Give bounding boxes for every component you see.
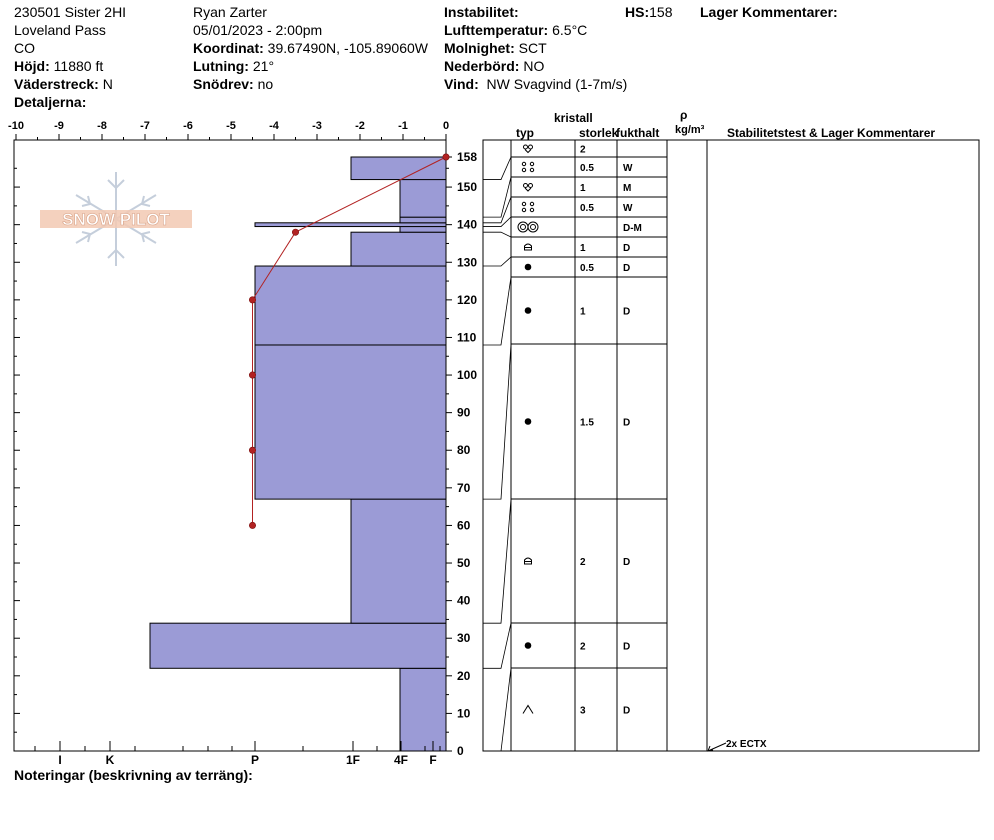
crystal-size: 0.5 (580, 163, 594, 174)
observer-name: Ryan Zarter (193, 4, 267, 20)
stability-header: Stabilitetstest & Lager Kommentarer (727, 126, 936, 140)
observation-datetime: 05/01/2023 - 2:00pm (193, 22, 323, 38)
drift-value: no (257, 76, 274, 92)
height-tick-label: 30 (457, 631, 471, 646)
rho-header: ρ (680, 108, 688, 122)
state-name: CO (14, 40, 35, 56)
crystal-moisture: D-M (623, 223, 642, 234)
melt-form-icon (518, 222, 538, 232)
hardness-tick-label: I (58, 753, 62, 767)
layer-connector (483, 344, 511, 499)
temperature-point (249, 297, 255, 303)
hardness-layer (255, 266, 446, 345)
crystal-moisture: D (623, 243, 631, 254)
crystal-moisture: D (623, 417, 631, 429)
temp-tick-label: -4 (269, 120, 279, 132)
height-tick-label: 158 (457, 150, 478, 164)
faceted-icon (524, 145, 533, 153)
layer-connector (483, 668, 511, 751)
hardness-layer (400, 668, 446, 751)
temp-tick-label: -2 (355, 120, 365, 132)
mixed-forms-icon (525, 558, 532, 564)
temp-tick-label: -3 (312, 120, 322, 132)
layer-connector (483, 197, 511, 223)
rounded-grains-icon (525, 307, 532, 314)
crystal-moisture: D (623, 641, 631, 653)
crystal-moisture: W (623, 163, 633, 174)
temp-tick-label: -1 (398, 120, 408, 132)
hardness-tick-label: K (105, 753, 115, 767)
temp-tick-label: -6 (183, 120, 193, 132)
wind-value: NW Svagvind (1-7m/s) (486, 76, 628, 92)
notes-label: Noteringar (beskrivning av terräng): (14, 767, 253, 783)
aspect-value: N (102, 76, 113, 92)
hardness-layer (400, 217, 446, 223)
height-tick-label: 140 (457, 217, 478, 232)
temp-tick-label: -9 (54, 120, 64, 132)
sky-value: SCT (518, 40, 547, 56)
hardness-layer (255, 345, 446, 499)
crystal-moisture: D (623, 557, 631, 568)
aspect-label: Väderstreck: (14, 76, 99, 92)
hardness-layer (351, 232, 446, 266)
drift-label: Snödrev: (193, 76, 254, 92)
slope-value: 21° (252, 58, 275, 74)
hardness-tick-label: F (429, 753, 437, 767)
crystal-moisture: W (623, 203, 633, 214)
rounded-grains-icon (525, 642, 532, 649)
site-name: 230501 Sister 2HI (14, 4, 127, 20)
sky-label: Molnighet: (444, 40, 515, 56)
hardness-tick-label: P (250, 753, 260, 767)
wind-label: Vind: (444, 76, 479, 92)
area-name: Loveland Pass (14, 22, 106, 38)
crystal-size: 1 (580, 306, 586, 318)
crystal-moisture: D (623, 263, 631, 274)
moisture-header: fukthalt (616, 126, 660, 140)
size-header: storlek (579, 126, 619, 140)
height-tick-label: 70 (457, 480, 471, 495)
height-tick-label: 110 (457, 330, 477, 345)
hardness-tick-label: 4F (393, 753, 409, 767)
slope-label: Lutning: (193, 58, 249, 74)
height-tick-label: 50 (457, 556, 471, 571)
crystal-header: kristall (554, 111, 593, 125)
temperature-point (249, 372, 255, 378)
hardness-layer (150, 623, 446, 668)
rounded-grains-icon (525, 264, 532, 271)
elevation-label: Höjd: (14, 58, 50, 74)
height-tick-label: 10 (457, 706, 471, 721)
hardness-layer (255, 223, 446, 227)
crystal-size: 0.5 (580, 263, 594, 274)
precip-value: NO (523, 58, 545, 74)
rounded-grains-icon (525, 418, 532, 425)
depth-hoar-icon (523, 706, 533, 714)
hs-value: 158 (649, 4, 673, 20)
mixed-forms-icon (525, 244, 532, 250)
crystal-size: 2 (580, 144, 586, 156)
crystal-size: 2 (580, 641, 586, 653)
coord-value: 39.67490N, -105.89060W (267, 40, 428, 56)
precip-label: Nederbörd: (444, 58, 520, 74)
crystal-size: 1.5 (580, 417, 594, 429)
layer-connector (483, 623, 511, 668)
hardness-layer (351, 157, 446, 180)
height-tick-label: 40 (457, 593, 471, 608)
airtemp-label: Lufttemperatur: (444, 22, 549, 38)
layer-connector (483, 157, 511, 180)
height-tick-label: 150 (457, 180, 478, 195)
layer-table-frame (483, 140, 979, 751)
height-tick-label: 60 (457, 518, 471, 533)
layer-connector (483, 232, 511, 237)
height-tick-label: 90 (457, 405, 471, 420)
crystal-size: 0.5 (580, 203, 594, 214)
hs-label: HS: (625, 4, 650, 20)
crystal-moisture: M (623, 183, 632, 194)
hardness-tick-label: 1F (345, 753, 361, 767)
layer-connector (483, 499, 511, 623)
hardness-layer (400, 227, 446, 233)
hardness-layer (400, 180, 446, 218)
height-tick-label: 0 (457, 744, 464, 758)
coord-label: Koordinat: (193, 40, 264, 56)
height-tick-label: 100 (457, 368, 478, 383)
height-tick-label: 20 (457, 668, 471, 683)
snowpilot-text: SNOW PILOT (62, 210, 170, 229)
precip-particles-icon (522, 162, 533, 171)
density-unit-header: kg/m³ (675, 124, 705, 136)
faceted-icon (524, 184, 533, 192)
temperature-point (292, 229, 298, 235)
crystal-size: 1 (580, 243, 586, 254)
precip-particles-icon (522, 202, 533, 211)
temperature-point (249, 522, 255, 528)
airtemp-value: 6.5°C (552, 22, 588, 38)
layer-connector (483, 277, 511, 345)
layer-connector (483, 177, 511, 217)
temp-tick-label: -7 (140, 120, 150, 132)
temp-tick-label: 0 (442, 120, 450, 132)
crystal-size: 2 (580, 557, 586, 568)
elevation-value: 11880 ft (53, 58, 104, 74)
crystal-moisture: D (623, 705, 631, 717)
crystal-moisture: D (623, 306, 631, 318)
stability-test-label: 2x ECTX (726, 739, 767, 750)
type-header: typ (516, 126, 534, 140)
details-label: Detaljerna: (14, 94, 87, 110)
height-tick-label: 130 (457, 255, 478, 270)
hardness-layer (351, 499, 446, 623)
temp-tick-label: -8 (97, 120, 107, 132)
temperature-point (249, 447, 255, 453)
stability-pointer (708, 743, 726, 751)
layer-connector (483, 217, 511, 227)
height-tick-label: 120 (457, 292, 478, 307)
temp-tick-label: -5 (226, 120, 236, 132)
layer-connector (483, 257, 511, 266)
height-tick-label: 80 (457, 443, 471, 458)
crystal-size: 1 (580, 183, 586, 194)
stability-arrowhead (708, 746, 713, 751)
instability-label: Instabilitet: (444, 4, 519, 20)
layer-comments-heading: Lager Kommentarer: (700, 4, 838, 20)
crystal-size: 3 (580, 705, 586, 717)
temperature-point (443, 154, 449, 160)
temp-tick-label: -10 (8, 120, 24, 132)
